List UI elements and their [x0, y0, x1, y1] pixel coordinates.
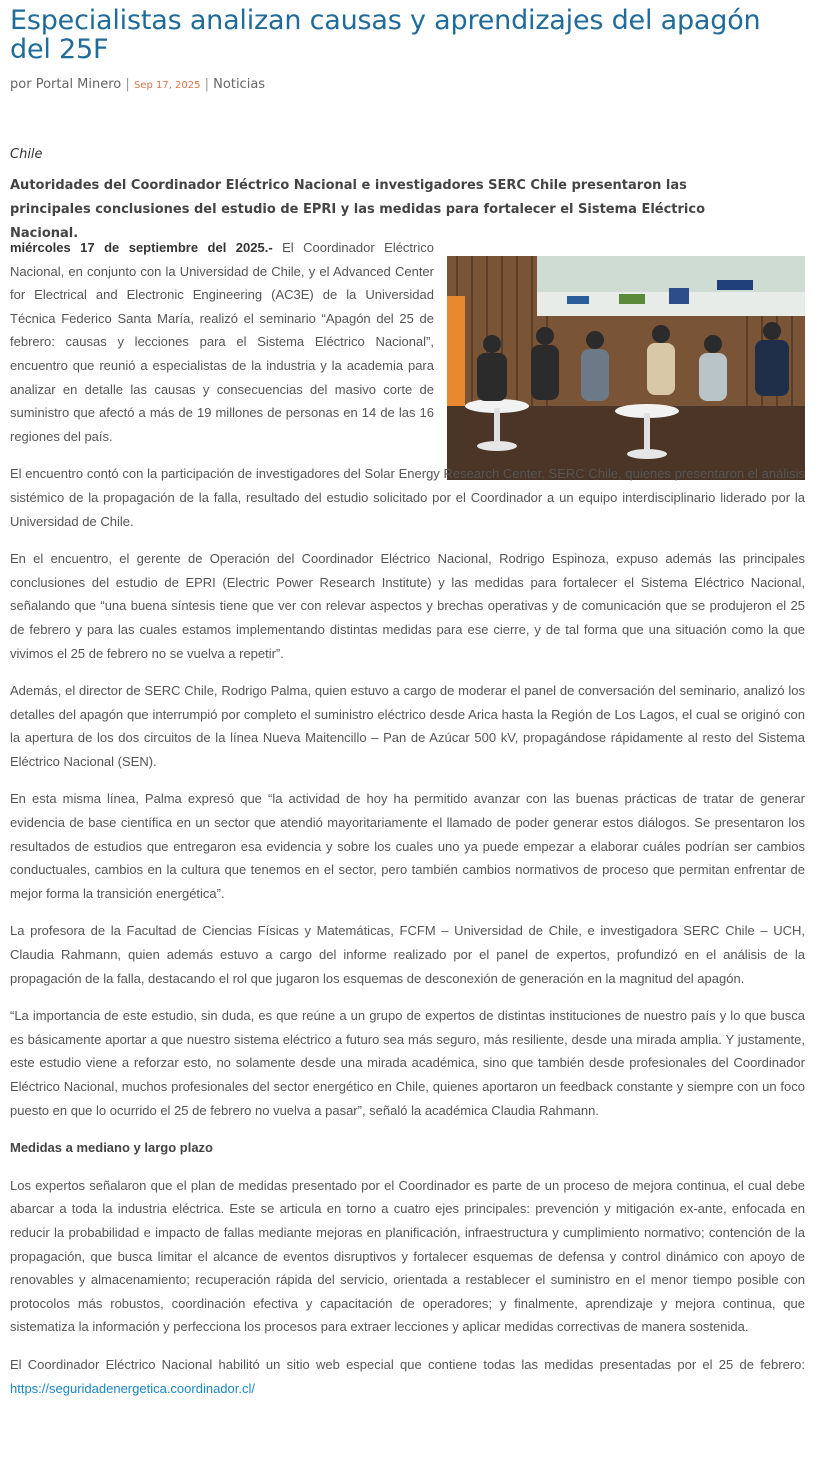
article-title: Especialistas analizan causas y aprendizajes del apagón del 25F: [10, 5, 761, 65]
measures-link[interactable]: https://seguridadenergetica.coordinador.cl/: [10, 1380, 255, 1396]
article: [10, 0, 805, 1396]
paragraph: Los expertos señalaron que el plan de medidas presentado por el Coordinador es parte de un proceso de mejora continua, el cual debe abarcar a toda la industria eléctrica. Este se articula en torno a cuatro ejes principales: prevención y mitigación ex-ante, enfocada en reducir la probabilidad e impacto de fallas mediante mejoras en planificación, infraestructura y cumplimiento normativo; contención de la propagación, que busca limitar el alcance de eventos disruptivos y fortalecer esquemas de defensa y control dinámico con apoyo de renovables y almacenamiento; recuperación rápida del servicio, orientada a restablecer el suministro en el menor tiempo posible con protocolos más robustos, coordinación efectiva y capacitación de operadores; y finalmente, aprendizaje y mejora continua, que sistematiza la información y perfecciona los procesos para extraer lecciones y aplicar medidas correctivas de manera sostenida.: [10, 1177, 805, 1335]
paragraph-text: El Coordinador Eléctrico Nacional habilitó un sitio web especial que contiene todas las medidas presentadas por el 25 de febrero:: [10, 1356, 805, 1372]
paragraph: [10, 1353, 805, 1400]
article-body: [10, 236, 805, 1414]
meta-separator: |: [125, 77, 130, 92]
article-country: Chile: [10, 147, 43, 162]
article-lead: Autoridades del Coordinador Eléctrico Nacional e investigadores SERC Chile presentaron las principales conclusiones del estudio de EPRI y las medidas para fortalecer el Sistema Eléctrico Nacional.: [10, 178, 706, 241]
paragraph: “La importancia de este estudio, sin duda, es que reúne a un grupo de expertos de distintas instituciones de nuestro país y lo que busca es básicamente aportar a que nuestro sistema eléctrico a futuro sea más seguro, más resiliente, desde una mirada amplia. Y justamente, este estudio viene a reforzar esto, no solamente desde una mirada académica, sino que también desde profesionales del Coordinador Eléctrico Nacional, muchos profesionales del sector energético en Chile, quienes aportaron un feedback constante y siempre con un foco puesto en que lo ocurrido el 25 de febrero no vuelva a pasar”, señaló la académica Claudia Rahmann.: [10, 1008, 805, 1118]
author-link[interactable]: Portal Minero: [35, 77, 122, 92]
paragraph: El encuentro contó con la participación de investigadores del Solar Energy Research Center, SERC Chile, quienes presentaron el análisis sistémico de la propagación de la falla, resultado del estudio solicitado por el Coordinador a un equipo interdisciplinario liderado por la Universidad de Chile.: [10, 466, 805, 529]
section-heading: Medidas a mediano y largo plazo: [10, 1140, 213, 1156]
paragraph: En el encuentro, el gerente de Operación del Coordinador Eléctrico Nacional, Rodrigo Espinoza, expuso además las principales conclusiones del estudio de EPRI (Electric Power Research Institute) y las medidas para fortalecer el Sistema Eléctrico Nacional, señalando que “una buena síntesis tiene que ver con relevar aspectos y brechas operativas y de comunicación que se produjeron el 25 de febrero y para las cuales estamos implementando distintas medidas para ese cierre, y de tal forma que una situación como la que vivimos el 25 de febrero no se vuelva a repetir”.: [10, 551, 805, 661]
paragraph-date: miércoles 17 de septiembre del 2025.-: [10, 240, 273, 255]
article-meta: [10, 76, 805, 95]
category-link[interactable]: Noticias: [213, 77, 266, 92]
paragraph: Además, el director de SERC Chile, Rodrigo Palma, quien estuvo a cargo de moderar el panel de conversación del seminario, analizó los detalles del apagón que interrumpió por completo el suministro eléctrico desde Arica hasta la Región de Los Lagos, el cual se originó con la apertura de los dos circuitos de la línea Nueva Maitencillo – Pan de Azúcar 500 kV, propagándose rápidamente al resto del Sistema Eléctrico Nacional (SEN).: [10, 683, 805, 769]
article-date: Sep 17, 2025: [133, 80, 201, 91]
author-prefix: por: [10, 77, 32, 92]
paragraph: En esta misma línea, Palma expresó que “la actividad de hoy ha permitido avanzar con las buenas prácticas de tratar de generar evidencia de base científica en un sector que atendió mayoritariamente el llamado de poder generar estos diálogos. Se presentaron los resultados de estudios que entregaron esa evidencia y sobre los cuales uno ya puede empezar a elaborar cuáles podrían ser cambios conductuales, cambios en la cultura que tenemos en el sector, pero también cambios normativos de proceso que permitan enfrentar de mejor forma la transición energética”.: [10, 791, 805, 901]
paragraph-text: El Coordinador Eléctrico Nacional, en conjunto con la Universidad de Chile, y el Advanced Center for Electrical and Electronic Engineering (AC3E) de la Universidad Técnica Federico Santa María, realizó el seminario “Apagón del 25 de febrero: causas y lecciones para el Sistema Eléctrico Nacional”, encuentro que reunió a especialistas de la industria y la academia para analizar en detalle las causas y consecuencias del masivo corte de suministro que afectó a más de 19 millones de personas en 14 de las 16 regiones del país.: [10, 240, 434, 444]
paragraph: [10, 236, 434, 448]
paragraph: La profesora de la Facultad de Ciencias Físicas y Matemáticas, FCFM – Universidad de Chile, e investigadora SERC Chile – UCH, Claudia Rahmann, quien además estuvo a cargo del informe realizado por el panel de expertos, profundizó en el análisis de la propagación de la falla, destacando el rol que jugaron los esquemas de desconexión de generación en la magnitud del apagón.: [10, 923, 805, 986]
meta-separator: |: [204, 77, 210, 92]
